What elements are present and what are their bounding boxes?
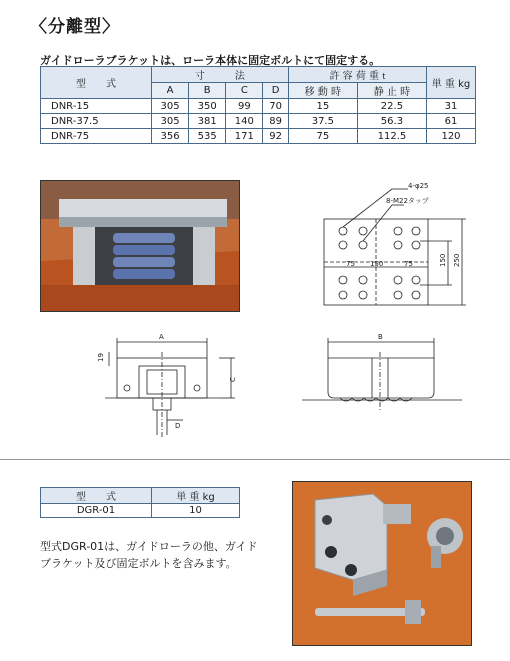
side-view-drawing (300, 330, 465, 440)
dim-75a: 75 (346, 260, 355, 268)
cell: 140 (226, 114, 263, 129)
cell: 305 (152, 99, 189, 114)
dim-col: A (152, 83, 189, 99)
section-divider (0, 459, 510, 460)
dim-a: A (159, 333, 164, 341)
cell-model: DNR-75 (41, 129, 152, 144)
dim-col: B (189, 83, 226, 99)
roller-photo (40, 180, 240, 312)
cell: 89 (263, 114, 288, 129)
cell-model: DNR-15 (41, 99, 152, 114)
dim-col: C (226, 83, 263, 99)
cell: 112.5 (357, 129, 426, 144)
table-row (41, 129, 476, 144)
section-subtitle: ガイドローラブラケットは、ローラ本体に固定ボルトにて固定する。 (40, 54, 381, 67)
page-title: 〈分離型〉 (30, 17, 120, 37)
cell: 31 (427, 99, 476, 114)
cell: 305 (152, 114, 189, 129)
table-row (41, 114, 476, 129)
cell: 535 (189, 129, 226, 144)
dim-75b: 75 (404, 260, 413, 268)
header-weight: 単 重 kg (152, 488, 240, 504)
load-col: 静 止 時 (357, 83, 426, 99)
top-view-drawing (300, 175, 480, 310)
cell: 99 (226, 99, 263, 114)
header-load: 許 容 荷 重 t (288, 67, 426, 83)
label-holes: 4-φ25 (408, 182, 429, 190)
front-view-drawing (85, 330, 255, 440)
load-col: 移 動 時 (288, 83, 357, 99)
header-weight: 単 重 kg (427, 67, 476, 99)
cell-model: DNR-37.5 (41, 114, 152, 129)
description-text: 型式DGR-01は、ガイドローラの他、ガイドブラケット及び固定ボルトを含みます。 (40, 540, 258, 570)
cell: 356 (152, 129, 189, 144)
cell: 171 (226, 129, 263, 144)
cell: 10 (152, 504, 240, 518)
dgr-table (40, 487, 240, 518)
cell: 350 (189, 99, 226, 114)
dim-b: B (378, 333, 383, 341)
dim-d: D (175, 422, 181, 430)
dim-19: 19 (97, 353, 105, 362)
cell: 22.5 (357, 99, 426, 114)
cell-model: DGR-01 (41, 504, 152, 518)
header-model: 型 式 (41, 67, 152, 99)
dim-150: 150 (370, 260, 384, 268)
cell: 381 (189, 114, 226, 129)
cell: 56.3 (357, 114, 426, 129)
header-dims: 寸 法 (152, 67, 289, 83)
label-tap: 8-M22タップ (386, 197, 429, 205)
cell: 70 (263, 99, 288, 114)
dim-v150: 150 (439, 253, 447, 267)
table-row (41, 504, 240, 518)
cell: 61 (427, 114, 476, 129)
cell: 120 (427, 129, 476, 144)
cell: 15 (288, 99, 357, 114)
header-model: 型 式 (41, 488, 152, 504)
bracket-photo (292, 481, 472, 646)
cell: 75 (288, 129, 357, 144)
dim-v250: 250 (453, 253, 461, 267)
dim-col: D (263, 83, 288, 99)
spec-table (40, 66, 476, 144)
cell: 92 (263, 129, 288, 144)
table-row (41, 99, 476, 114)
dim-c: C (229, 377, 237, 382)
cell: 37.5 (288, 114, 357, 129)
